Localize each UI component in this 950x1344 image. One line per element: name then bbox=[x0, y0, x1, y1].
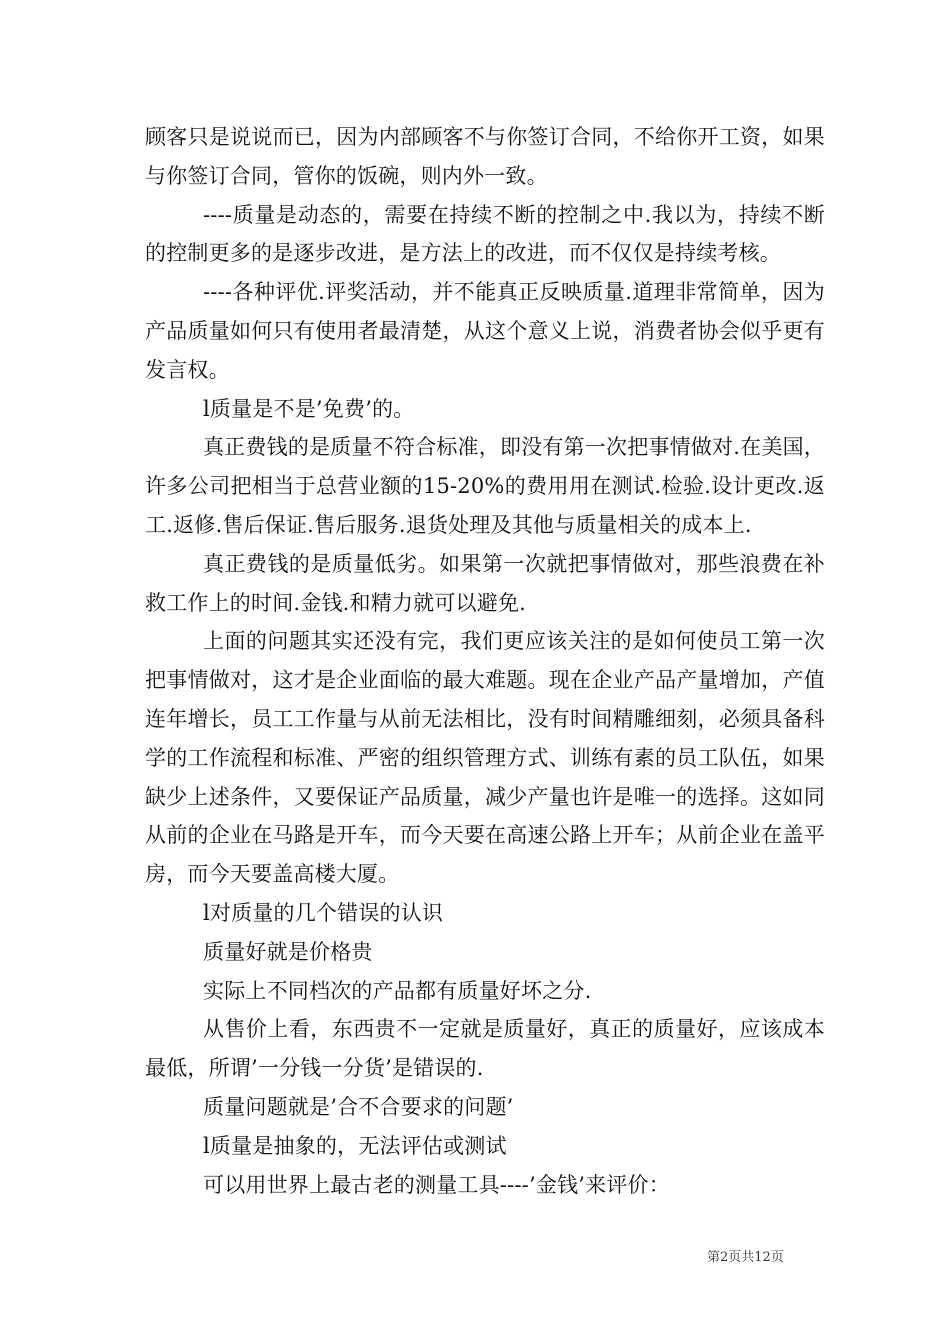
paragraph-3: ----各种评优.评奖活动，并不能真正反映质量.道理非常简单，因为产品质量如何只有使用者最清楚，从这个意义上说，消费者协会似乎更有发言权。 bbox=[145, 280, 825, 382]
paragraph-8: l对质量的几个错误的认识 bbox=[203, 900, 444, 925]
paragraph-12: 质量问题就是’合不合要求的问题’ bbox=[203, 1094, 514, 1119]
paragraph-6: 真正费钱的是质量低劣。如果第一次就把事情做对，那些浪费在补救工作上的时间.金钱.和精力就可以避免. bbox=[145, 551, 825, 615]
paragraph-11: 从售价上看，东西贵不一定就是质量好，真正的质量好，应该成本最低，所谓’一分钱一分货’是错误的. bbox=[145, 1017, 825, 1081]
document-body bbox=[145, 118, 825, 1204]
paragraph-7: 上面的问题其实还没有完，我们更应该关注的是如何使员工第一次把事情做对，这才是企业面临的最大难题。现在企业产品产量增加，产值连年增长，员工工作量与从前无法相比，没有时间精雕细刻，必须具备科学的工作流程和标准、严密的组织管理方式、训练有素的员工队伍，如果缺少上述条件，又要保证产品质量，减少产量也许是唯一的选择。这如同从前的企业在马路是开车，而今天要在高速公路上开车；从前企业在盖平房，而今天要盖高楼大厦。 bbox=[145, 629, 825, 887]
paragraph-2: ----质量是动态的，需要在持续不断的控制之中.我以为，持续不断的控制更多的是逐步改进，是方法上的改进，而不仅仅是持续考核。 bbox=[145, 202, 825, 266]
paragraph-4: l质量是不是’免费’的。 bbox=[203, 396, 415, 421]
paragraph-9: 质量好就是价格贵 bbox=[203, 939, 373, 964]
paragraph-13: l质量是抽象的，无法评估或测试 bbox=[203, 1133, 507, 1158]
page-number: 第2页共12页 bbox=[707, 1250, 784, 1265]
paragraph-5: 真正费钱的是质量不符合标准，即没有第一次把事情做对.在美国，许多公司把相当于总营业额的15-20%的费用用在测试.检验.设计更改.返工.返修.售后保证.售后服务.退货处理及其他与质量相关的成本上. bbox=[145, 435, 825, 537]
paragraph-14: 可以用世界上最古老的测量工具----’金钱’来评价： bbox=[203, 1172, 670, 1197]
paragraph-10: 实际上不同档次的产品都有质量好坏之分. bbox=[203, 978, 592, 1003]
paragraph-1: 顾客只是说说而已，因为内部顾客不与你签订合同，不给你开工资，如果与你签订合同，管你的饭碗，则内外一致。 bbox=[145, 125, 825, 188]
